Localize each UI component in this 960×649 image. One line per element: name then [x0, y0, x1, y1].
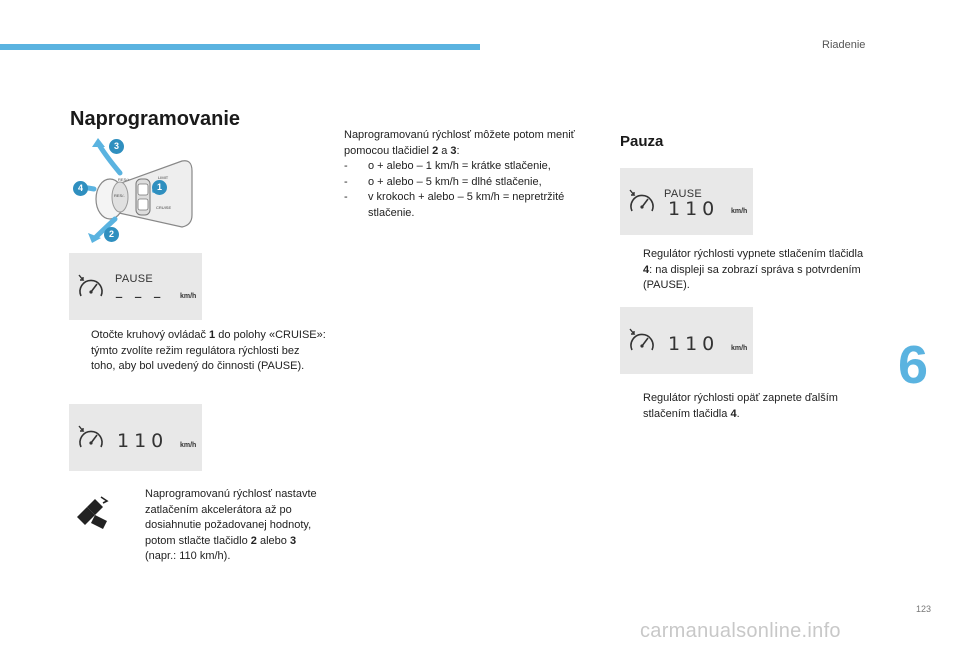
display-speed-unit: km/h [180, 442, 197, 449]
display-speed-value: 110 [117, 430, 169, 452]
display-panel-pause-dashes [69, 253, 202, 320]
display-panel-110-resumed [620, 307, 753, 374]
watermark: carmanualsonline.info [640, 620, 841, 642]
display-speed-unit: km/h [731, 208, 748, 215]
lever-label-1: 1 [152, 180, 167, 195]
adjust-list [344, 159, 594, 221]
display-speed-unit: km/h [731, 345, 748, 352]
speedometer-icon [627, 328, 657, 358]
lever-label-4: 4 [73, 181, 88, 196]
step-1-text: Otočte kruhový ovládač 1 do polohy «CRUISE»: týmto zvolíte režim regulátora rýchlosti bez toho, aby bol uvedený do činnosti (PAUSE). [91, 329, 326, 372]
lever-label-3: 3 [109, 139, 124, 154]
lever-label-2: 2 [104, 227, 119, 242]
chapter-number: 6 [898, 335, 929, 395]
display-speed-value: 110 [668, 333, 720, 355]
display-panel-pause-110 [620, 168, 753, 235]
display-speed-unit: km/h [180, 293, 197, 300]
speedometer-icon [627, 189, 657, 219]
section-title: Naprogramovanie [70, 108, 241, 130]
adjust-intro-text: Naprogramovanú rýchlosť môžete potom meniť pomocou tlačidiel 2 a 3: [344, 129, 575, 157]
section-label: Riadenie [822, 39, 866, 51]
display-speed-value: – – – [115, 287, 165, 306]
speedometer-icon [76, 274, 106, 304]
pause-title: Pauza [620, 133, 664, 150]
list-item: - o + alebo – 5 km/h = dlhé stlačenie, [344, 175, 542, 188]
cruise-lever-illustration [70, 135, 200, 250]
lever-text-res-minus: RES/- [114, 193, 125, 198]
display-status-text: PAUSE [664, 188, 702, 200]
header-accent-bar [0, 44, 480, 50]
display-speed-value: 110 [668, 198, 720, 220]
step-2-text: Naprogramovanú rýchlosť nastavte zatlačením akcelerátora až po dosiahnutie požadovanej hodnoty, potom stlačte tlačidlo 2 alebo 3 (napr.: 110 km/h). [145, 488, 317, 562]
lever-text-res-plus: RES/+ [118, 177, 130, 182]
list-item: - v krokoch + alebo – 5 km/h = nepretržité stlačenie. [344, 191, 565, 219]
accelerator-pedal-icon [73, 493, 113, 533]
step-4-text: Regulátor rýchlosti opäť zapnete ďalším stlačením tlačidla 4. [643, 392, 838, 420]
step-3-text: Regulátor rýchlosti vypnete stlačením tlačidla 4: na displeji sa zobrazí správa s potvrdením (PAUSE). [643, 248, 864, 291]
lever-text-cruise: CRUISE [156, 205, 172, 210]
lever-icon [70, 135, 200, 250]
page-number: 123 [916, 604, 932, 614]
list-item: - o + alebo – 1 km/h = krátke stlačenie, [344, 160, 551, 172]
pedal-icon [73, 493, 113, 533]
display-status-text: PAUSE [115, 273, 153, 285]
lever-text-limit: LIMIT [158, 175, 169, 180]
speedometer-icon [76, 425, 106, 455]
display-panel-110 [69, 404, 202, 471]
